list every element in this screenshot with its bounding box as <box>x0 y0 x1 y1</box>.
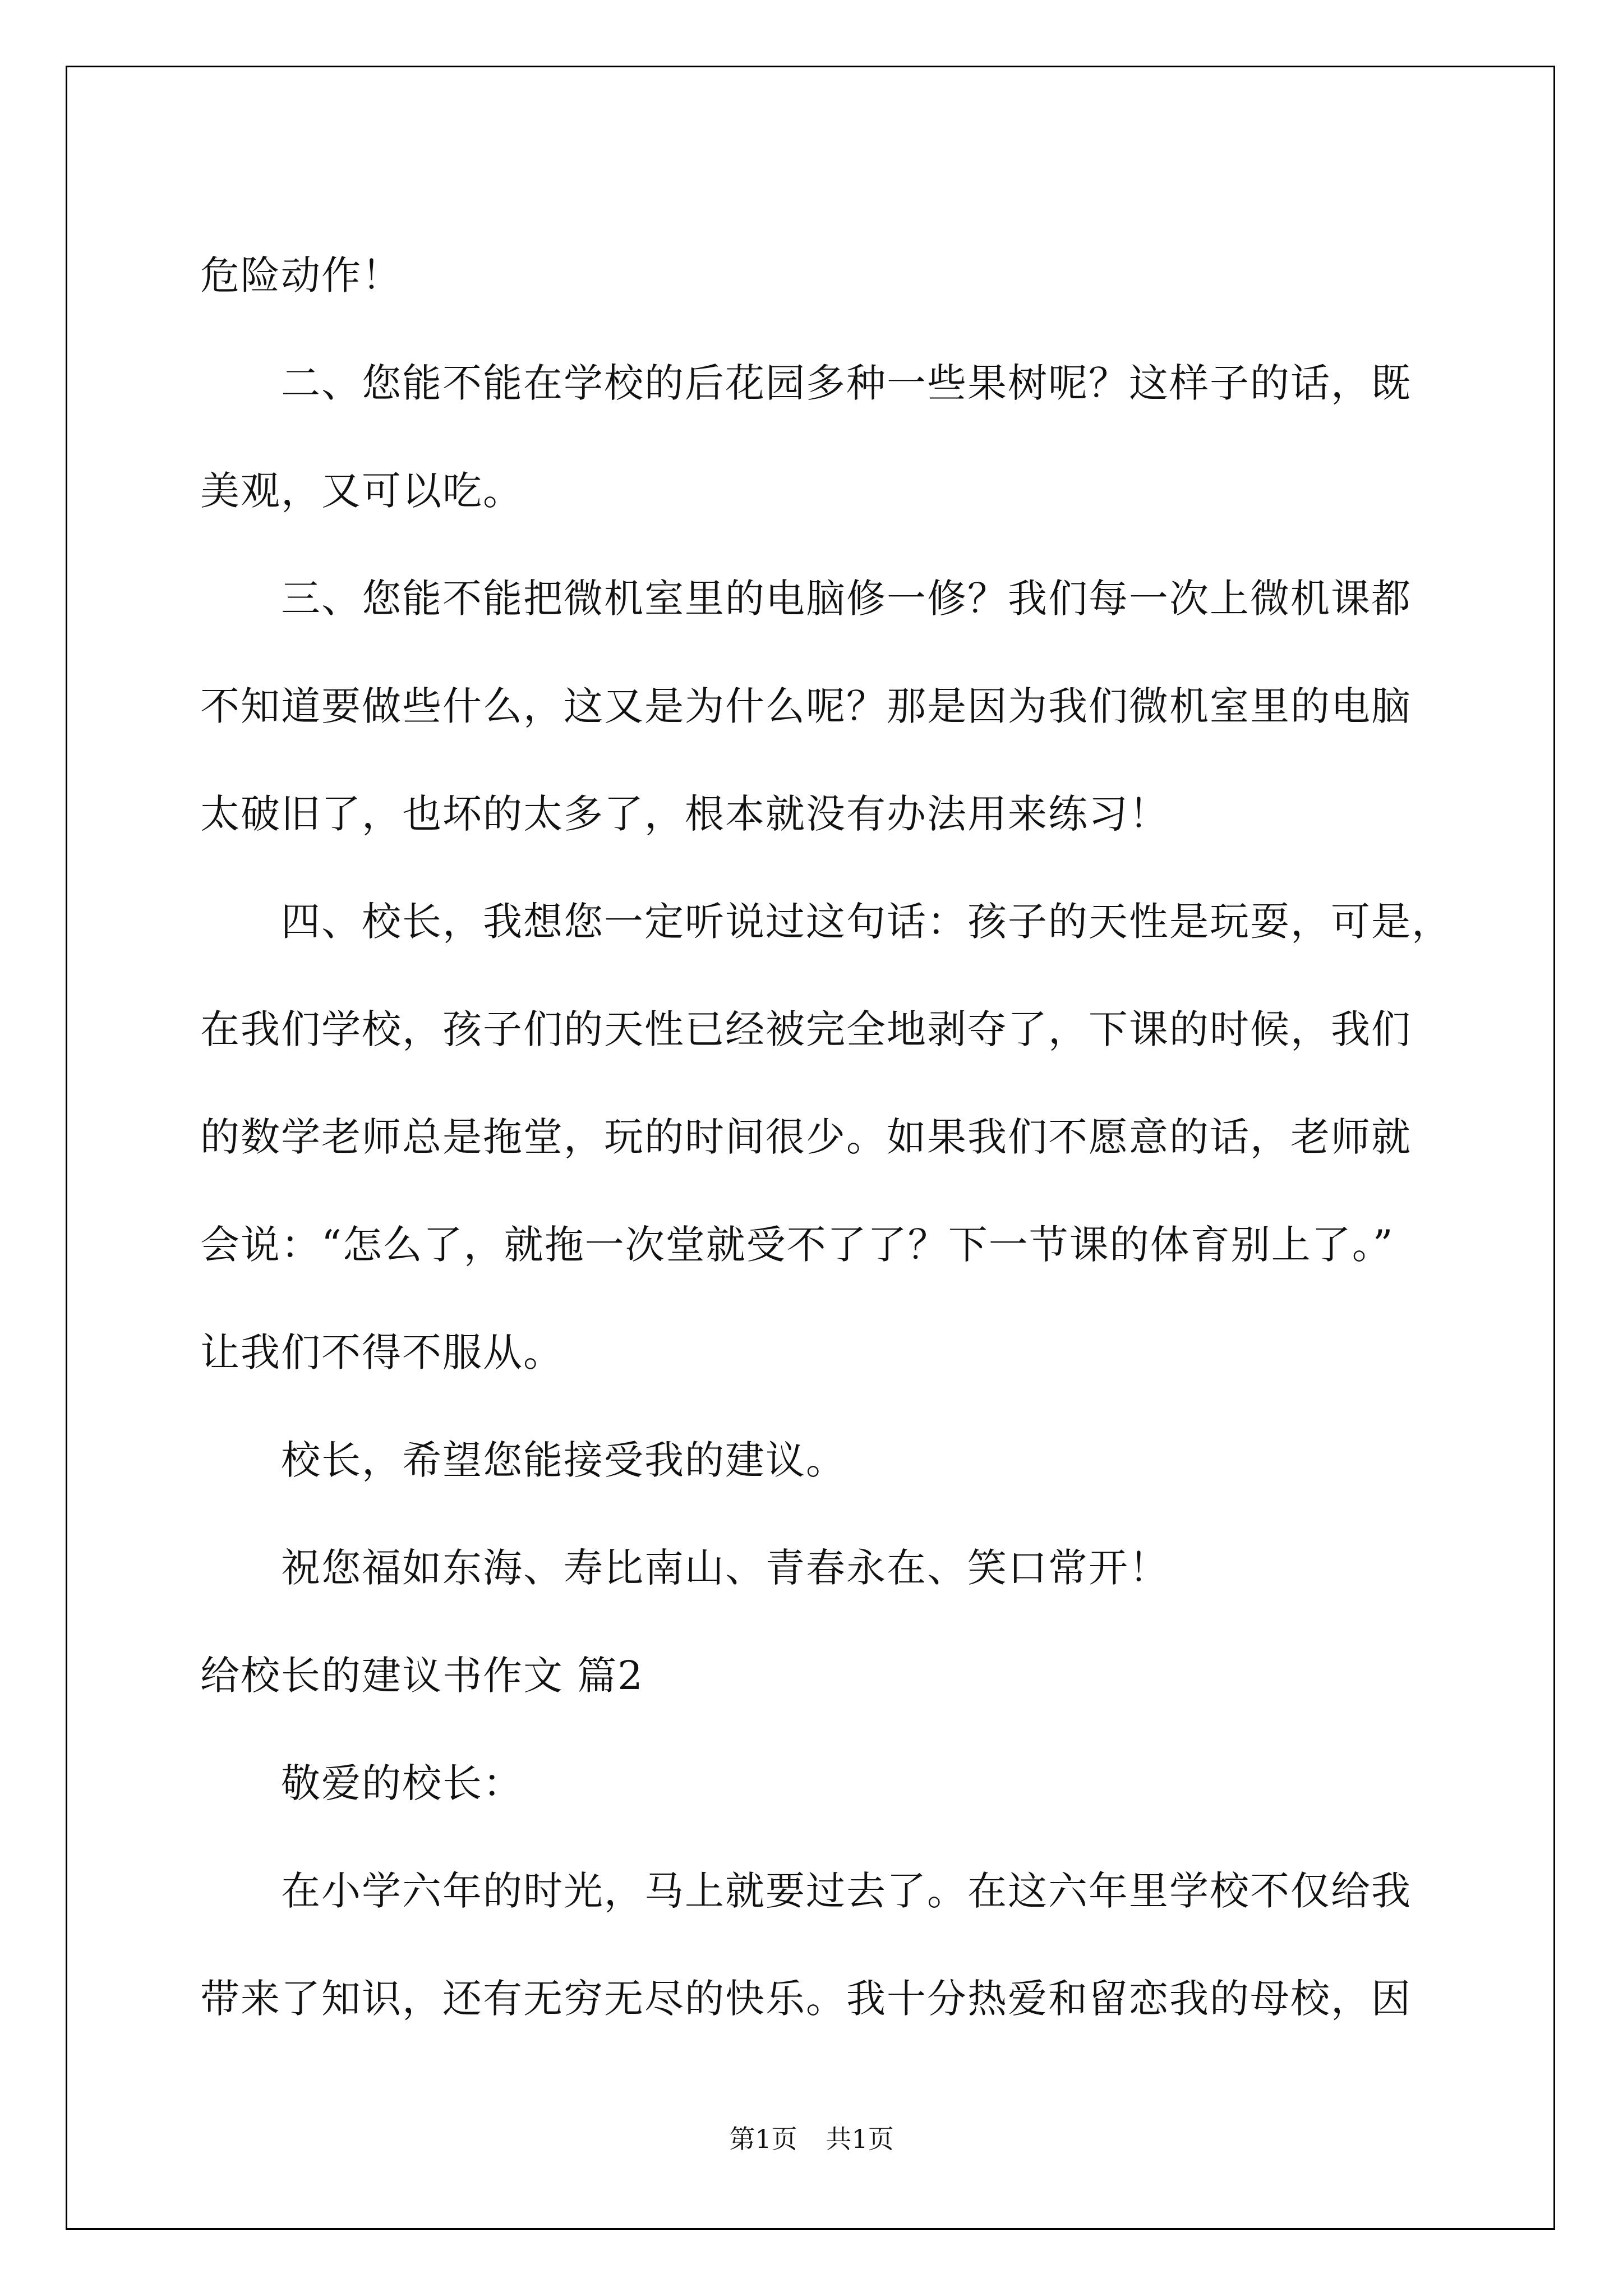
paragraph-line: 校长，希望您能接受我的建议。 <box>281 1437 846 1483</box>
text-line: 的数学老师总是拖堂，玩的时间很少。如果我们不愿意的话，老师就 <box>200 1114 1412 1160</box>
page-number: 第1页 <box>729 2124 797 2154</box>
page-total: 共1页 <box>826 2124 894 2154</box>
text-line: 危险动作！ <box>200 252 402 298</box>
text-line: 太破旧了，也坏的太多了，根本就没有办法用来练习！ <box>200 791 1169 837</box>
text-line: 会说：“怎么了，就拖一次堂就受不了了？下一节课的体育别上了。” <box>200 1222 1394 1268</box>
text-line: 美观，又可以吃。 <box>200 468 523 514</box>
document-body <box>200 222 1452 2053</box>
text-line: 让我们不得不服从。 <box>200 1329 564 1375</box>
text-line: 带来了知识，还有无穷无尽的快乐。我十分热爱和留恋我的母校，因 <box>200 1976 1412 2022</box>
paragraph-line: 三、您能不能把微机室里的电脑修一修？我们每一次上微机课都 <box>281 576 1412 622</box>
paragraph-line: 二、您能不能在学校的后花园多种一些果树呢？这样子的话，既 <box>281 360 1412 406</box>
salutation: 敬爱的校长： <box>281 1760 523 1806</box>
text-line: 不知道要做些什么，这又是为什么呢？那是因为我们微机室里的电脑 <box>200 683 1412 729</box>
paragraph-line: 祝您福如东海、寿比南山、青春永在、笑口常开！ <box>281 1545 1169 1591</box>
paragraph-line: 四、校长，我想您一定听说过这句话：孩子的天性是玩耍，可是， <box>281 899 1452 945</box>
paragraph-line: 在小学六年的时光，马上就要过去了。在这六年里学校不仅给我 <box>281 1868 1412 1914</box>
text-line: 在我们学校，孩子们的天性已经被完全地剥夺了，下课的时候，我们 <box>200 1006 1412 1052</box>
section-heading: 给校长的建议书作文 篇2 <box>200 1653 644 1699</box>
page-footer <box>0 2122 1623 2156</box>
